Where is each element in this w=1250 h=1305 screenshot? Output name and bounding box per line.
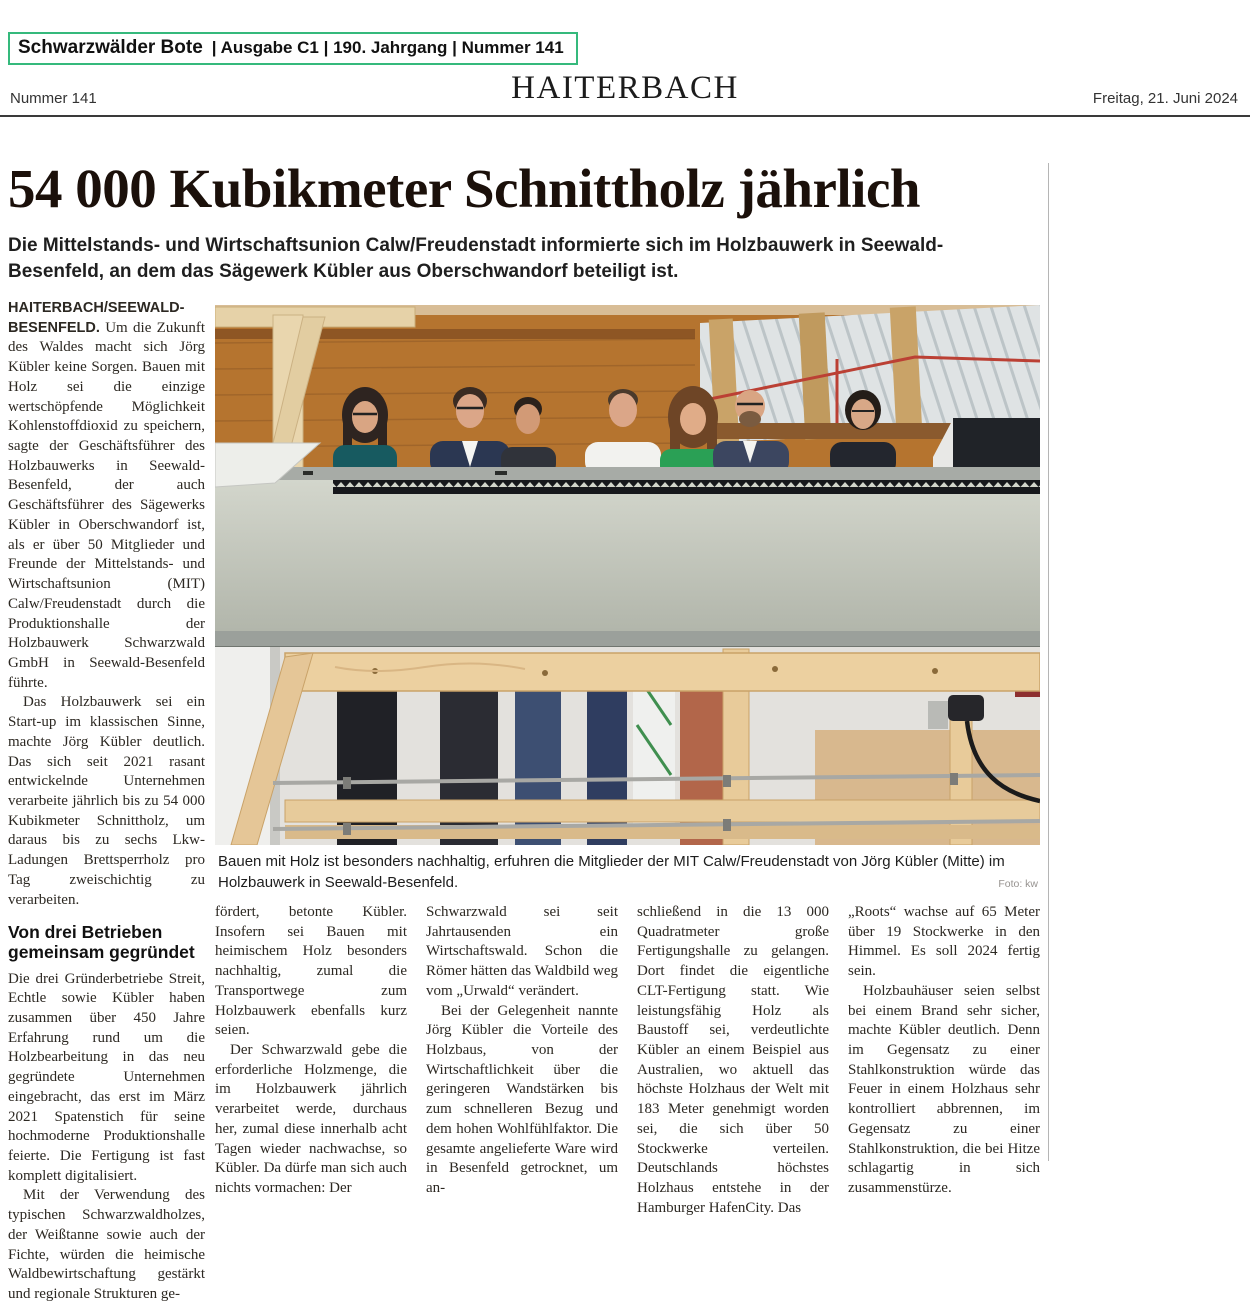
paragraph: Der Schwarzwald gebe die erforderliche Holzmenge, die im Holzbauwerk jährlich verarbeitet werde, durchaus her, zumal diese innerhalb acht Tagen wieder nachwachse, so Kübler. Da dürfe man sich auch nichts vormachen: Der bbox=[215, 1042, 407, 1197]
article-column-3 bbox=[426, 903, 618, 1219]
article-headline: 54 000 Kubikmeter Schnittholz jährlich bbox=[8, 158, 920, 219]
paragraph: Mit der Verwendung des typischen Schwarzwaldholzes, der Weißtanne sowie auch der Fichte, würden die heimische Waldbewirtschaftung gestärkt und regionale Strukturen ge- bbox=[8, 1187, 205, 1303]
dateline: HAITERBACH/SEEWALD-BESENFELD. bbox=[8, 300, 185, 336]
paragraph: Die drei Gründerbetriebe Streit, Echtle sowie Kübler haben zusammen über 450 Jahre Erfahrung rund um die Holzbearbeitung in das neu gegründete Unternehmen eingebracht, das erst im März 2021 Spatenstich für seine hochmoderne Produktionshalle feierte. Die Fertigung ist fast komplett digitalisiert. bbox=[8, 970, 205, 1184]
article-bottom-columns bbox=[215, 903, 1040, 1219]
paragraph: HAITERBACH/SEEWALD-BESENFELD. Um die Zukunft des Waldes macht sich Jörg Kübler keine Sorgen. Bauen mit Holz sei die einzige wertschöpfende Möglichkeit Kohlenstoffdioxid zu speichern, sagte der Geschäftsführer des Holzbauwerks in Seewald-Besenfeld, der auch Geschäftsführer des Sägewerks Kübler in Oberschwandorf ist, als er über 50 Mitglieder und Freunde der Mittelstands- und Wirtschaftsunion (MIT) Calw/Freudenstadt durch die Produktionshalle der Holzbauwerk Schwarzwald GmbH in Seewald-Besenfeld führte. bbox=[8, 300, 206, 691]
article-photo bbox=[215, 305, 1040, 845]
paragraph: „Roots“ wachse auf 65 Meter über 19 Stockwerke in den Himmel. Es soll 2024 fertig sein. bbox=[848, 904, 1040, 980]
photo-caption: Bauen mit Holz ist besonders nachhaltig, erfuhren die Mitglieder der MIT Calw/Freudenstadt von Jörg Kübler (Mitte) im Holzbauwerk in Seewald-Besenfeld. Foto: kw bbox=[218, 853, 1038, 891]
edition-info: | Ausgabe C1 | 190. Jahrgang | Nummer 141 bbox=[211, 38, 564, 57]
article-column-4 bbox=[637, 903, 829, 1219]
section-title: HAITERBACH bbox=[511, 70, 739, 106]
article-column-2 bbox=[215, 903, 407, 1219]
masthead-box bbox=[8, 32, 578, 65]
article-column-5 bbox=[848, 903, 1040, 1219]
paragraph: fördert, betonte Kübler. Insofern sei Bauen mit heimischem Holz besonders nachhaltig, zumal die Transportwege zum Holzbauwerk ebenfalls kurz seien. bbox=[215, 904, 407, 1039]
date-label: Freitag, 21. Juni 2024 bbox=[1092, 90, 1238, 107]
article-column-1 bbox=[8, 299, 205, 1305]
page-number: Nummer 141 bbox=[10, 90, 97, 107]
photo-illustration bbox=[215, 305, 1040, 845]
paragraph: schließend in die 13 000 Quadratmeter große Fertigungshalle zu gelangen. Dort findet die eigentliche CLT-Fertigung statt. Wie leistungsfähig Holz als Baustoff sei, verdeutlichte Kübler an einem Beispiel aus Australien, wo aktuell das höchste Holzhaus der Welt mit 183 Meter genehmigt worden sei, die sich über 50 Stockwerke verteilen. Deutschlands höchstes Holzhaus entstehe in der Hamburger HafenCity. Das bbox=[637, 904, 829, 1216]
brand-name: Schwarzwälder Bote bbox=[18, 37, 203, 58]
paragraph: Bei der Gelegenheit nannte Jörg Kübler die Vorteile des Holzbaus, von der Wirtschaftlichkeit über die geringeren Wandstärken bis zum schnelleren Bezug und dem hohen Wohlfühlfaktor. Die gesamte angelieferte Ware wird in Besenfeld getrocknet, um an- bbox=[426, 1002, 618, 1197]
photo-bottom-section bbox=[215, 647, 1040, 845]
column-divider-rule bbox=[1048, 163, 1049, 1161]
photo-machine-beam bbox=[215, 443, 1040, 647]
paragraph: Schwarzwald sei seit Jahrtausenden ein Wirtschaftswald. Schon die Römer hätten das Waldbild weg vom „Urwald“ verändert. bbox=[426, 904, 618, 999]
header-rule bbox=[0, 115, 1250, 117]
paragraph: Holzbauhäuser seien selbst bei einem Brand sehr sicher, machte Kübler deutlich. Denn im Gegensatz zu einer Stahlkonstruktion würde das Feuer in einem Holzhaus sehr kontrolliert abbrennen, im Gegensatz zu einer Stahlkonstruktion, die bei Hitze schlagartig in sich zusammenstürze. bbox=[848, 982, 1040, 1197]
photo-credit: Foto: kw bbox=[998, 878, 1038, 891]
crosshead: Von drei Betrieben gemeinsam gegründet bbox=[8, 922, 195, 963]
article-subhead: Die Mittelstands- und Wirtschaftsunion Calw/Freudenstadt informierte sich im Holzbauwerk in Seewald-Besenfeld, an dem das Sägewerk Kübler aus Oberschwandorf beteiligt ist. bbox=[8, 235, 944, 283]
paragraph: Das Holzbauwerk sei ein Start-up im klassischen Sinne, machte Jörg Kübler deutlich. Das sich seit 2021 rasant entwickelnde Unternehmen verarbeite jährlich bis zu 54 000 Kubikmeter Schnittholz, um daraus bis zu sechs Lkw-Ladungen Brettsperrholz pro Tag zweischichtig zu verarbeiten. bbox=[8, 694, 205, 908]
